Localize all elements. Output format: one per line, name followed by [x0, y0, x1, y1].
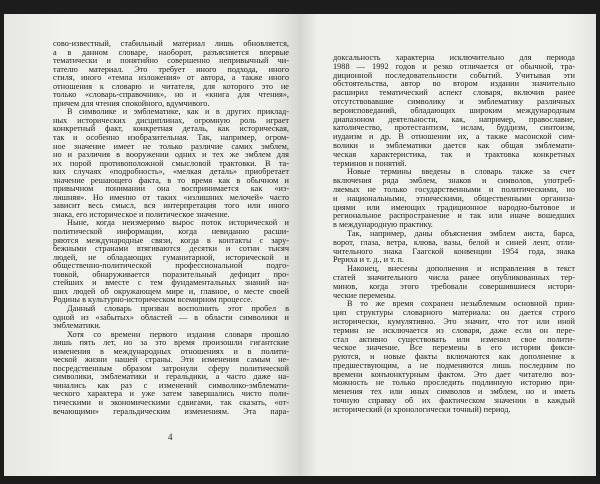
text-line: времени конъюнктурным фактом. Это дает читателю воз-	[333, 370, 575, 379]
text-line: доксальность характерна исключительно для периода	[333, 54, 575, 62]
text-line: Так, например, даны объяснения эмблем аиста, барса,	[347, 229, 575, 238]
text-line: стейших и вместе с тем фундаментальных знаний на-	[53, 279, 289, 288]
text-line: предшествующим, а не подменяются лишь последним по	[333, 361, 575, 370]
text-line: лишняя». Но именно от таких «излишних мелочей» часто	[53, 193, 289, 202]
text-line: тическими и экономическими сдвигами, так сказать, «от-	[53, 398, 289, 407]
text-line: тателю материал. Это требует иного подхода, иного	[53, 65, 289, 74]
text-line: посредственным образом затронули сферу политической	[53, 364, 289, 373]
text-line: Родины в культурно-историческом всемирном процессе.	[53, 296, 253, 305]
text-line: региональное распространение и так или иначе вошедших	[333, 212, 575, 221]
paragraph	[53, 219, 289, 304]
text-line: знака, его историческое и политическое значение.	[53, 210, 230, 219]
paragraph	[53, 331, 289, 416]
paragraph	[53, 40, 289, 108]
text-line: ких случаях «подробность», «мелкая деталь» приобретает	[53, 168, 289, 177]
text-line: их порой противоположной смысловой трактовки. В та-	[53, 159, 289, 168]
text-line: вероисповеданий, обладающих широким международным	[333, 106, 575, 115]
text-line: лишь пять лет, но за это время произошли гигантские	[53, 339, 289, 348]
text-line: ляемых не только государственными и политическими, но	[333, 185, 575, 194]
paragraph	[53, 108, 289, 219]
text-line: ряются международные связи, когда в контакты с зару-	[53, 236, 289, 245]
text-line: Хотя со времени первого издания словаря прошло	[67, 330, 289, 339]
text-line: В то же время сохранен незыблемым основной прин-	[347, 300, 575, 309]
text-line: Ныне, когда неизмеримо вырос поток исторической и	[67, 219, 289, 228]
paragraph	[333, 54, 575, 168]
paragraph	[333, 230, 575, 265]
text-line: стиля, иного «темпа изложения» от автора, а также иного	[53, 74, 289, 83]
text-line: общественно-политической профессиональной подго-	[53, 262, 289, 271]
paragraph	[333, 168, 575, 230]
text-line: ческая характеристика, так и трактовка конкретных	[333, 150, 575, 159]
text-line: стал активно существовать или изменил свое полити-	[333, 335, 575, 344]
text-line: но и различия в вооружении одних и тех же эмблем для	[53, 151, 289, 160]
text-line: В символике и эмблематике, как и в других приклад-	[67, 108, 289, 117]
text-line: отсутствовавшие символику и эмблематику различных	[333, 97, 575, 106]
text-line: иудаизм и др. В отношении их, а также масонской сим-	[333, 133, 575, 142]
text-line: политической информации, когда невиданно расши-	[53, 228, 289, 237]
text-line: конкретный факт, конкретная деталь, как историческая,	[53, 125, 289, 134]
text-line: эмблематики.	[53, 322, 101, 331]
text-line: зависит весь смысл, вся интерпретация того или иного	[53, 202, 289, 211]
text-line: причем для чтения спокойного, вдумчивого.	[53, 99, 210, 108]
text-line: в международную практику.	[333, 221, 433, 230]
text-line: исторически, кумулятивно. Это значит, что тот или иной	[333, 317, 575, 326]
paragraph	[333, 265, 575, 300]
text-line: статей значительного числа ранее опубликованных тер-	[333, 273, 575, 282]
text-line: символики, эмблематики и геральдики, а часто даже на-	[53, 373, 289, 382]
text-line: диционной последовательности событий. Учитывая эти	[333, 71, 575, 80]
text-line: отношения к словарю и читателя, для которого это не	[53, 82, 289, 91]
text-line: ворот, глаза, ветра, клюва, вазы, белой и синей лент, отли-	[333, 238, 575, 247]
text-line: чительного знака Гаагской конвенции 1954 года, знака	[333, 247, 575, 256]
right-page	[300, 14, 596, 476]
text-line: бежными странами втягиваются десятки и сотни тысяч	[53, 245, 289, 254]
text-line: расширил тематический аспект словаря, включив ранее	[333, 89, 575, 98]
text-line: включения ряда эмблем, знаков и символов, употреб-	[333, 177, 575, 186]
text-line: только «словарь-справочник», но и «книга для чтения»,	[53, 91, 289, 100]
text-line: термин не исключается из словаря, даже если он пере-	[333, 326, 575, 335]
text-line: цип структуры словарного материала: он дается строго	[333, 309, 575, 318]
text-line: сово-известный, стабильный материал лишь обновляется,	[53, 40, 289, 48]
text-line: руются, и новые факты включаются как дополнение к	[333, 353, 575, 362]
text-line: диапазоном деятельности, как, например, православие,	[333, 115, 575, 124]
text-line: привычном понимании она воспринимается как «из-	[53, 185, 289, 194]
right-page-body	[333, 54, 575, 415]
text-line: менения тех или иных символов и эмблем, но и иметь	[333, 388, 575, 397]
left-page	[4, 14, 300, 476]
text-line: 1988 — 1992 годов и резко отличается от обычной, тра-	[333, 62, 575, 71]
text-line: так и особенно изобразительная. Так, например, огром-	[53, 134, 289, 143]
text-line: ческого характера и уже затем завершались чисто поли-	[53, 390, 289, 399]
text-line: вечающими» геральдическим изменениям. Эта пара-	[53, 407, 289, 416]
text-line: можность не только проследить подлинную историю при-	[333, 379, 575, 388]
text-line: исторический (и хронологически точный) период.	[333, 405, 511, 414]
text-line: Новые термины введены в словарь также за счет	[347, 168, 575, 177]
text-line: точную справку об их фактическом значении в каждый	[333, 397, 575, 406]
text-line: циями или имеющих традиционное народно-бытовое и	[333, 203, 575, 212]
text-line: ческой жизни нашей страны. Эти изменения самым не-	[53, 356, 289, 365]
text-line: ческое значение. Все перемены в его истории фикси-	[333, 344, 575, 353]
text-line: Рериха и т. д., и т. п.	[333, 256, 404, 265]
left-page-body	[53, 40, 289, 416]
text-line: минов, когда этого требовали совершившиеся истори-	[333, 282, 575, 291]
text-line: ное значение имеет не только различие самих эмблем,	[53, 142, 289, 151]
text-line: людей, не обладающих гуманитарной, исторической и	[53, 253, 289, 262]
text-line: изменения в международных отношениях и в полити-	[53, 347, 289, 356]
text-line: чинались как раз с изменений символико-эмблемати-	[53, 381, 289, 390]
text-line: Наконец, внесены дополнения и исправления в текст	[347, 265, 575, 274]
text-line: ческие перемены.	[333, 291, 396, 300]
page-number: 4	[168, 432, 173, 442]
text-line: и национальными, этническими, общественными организа-	[333, 194, 575, 203]
text-line: волики и эмблематики дается как общая эмблемати-	[333, 141, 575, 150]
text-line: товкой, обнаруживается поразительный дефицит про-	[53, 270, 289, 279]
paragraph	[333, 300, 575, 414]
text-line: терминов и понятий.	[333, 159, 407, 168]
paragraph	[53, 305, 289, 331]
text-line: одной из «забытых» областей — в области символики и	[53, 313, 289, 322]
text-line: Данный словарь призван восполнить этот пробел в	[67, 304, 289, 313]
text-line: значение решающего факта, в то время как в обычном и	[53, 176, 289, 185]
text-line: а в данном словаре, наоборот, разъясняется впервые	[53, 48, 289, 57]
text-line: обстоятельства, автор во втором издании значительно	[333, 80, 575, 89]
text-line: тематически и понятийно совершенно непривычный чи-	[53, 57, 289, 66]
text-line: католичество, протестантизм, ислам, буддизм, синтоизм,	[333, 124, 575, 133]
text-line: ных исторических дисциплинах, огромную роль играет	[53, 116, 289, 125]
text-line: ших людей об окружающем мире и, главное, о месте своей	[53, 287, 289, 296]
